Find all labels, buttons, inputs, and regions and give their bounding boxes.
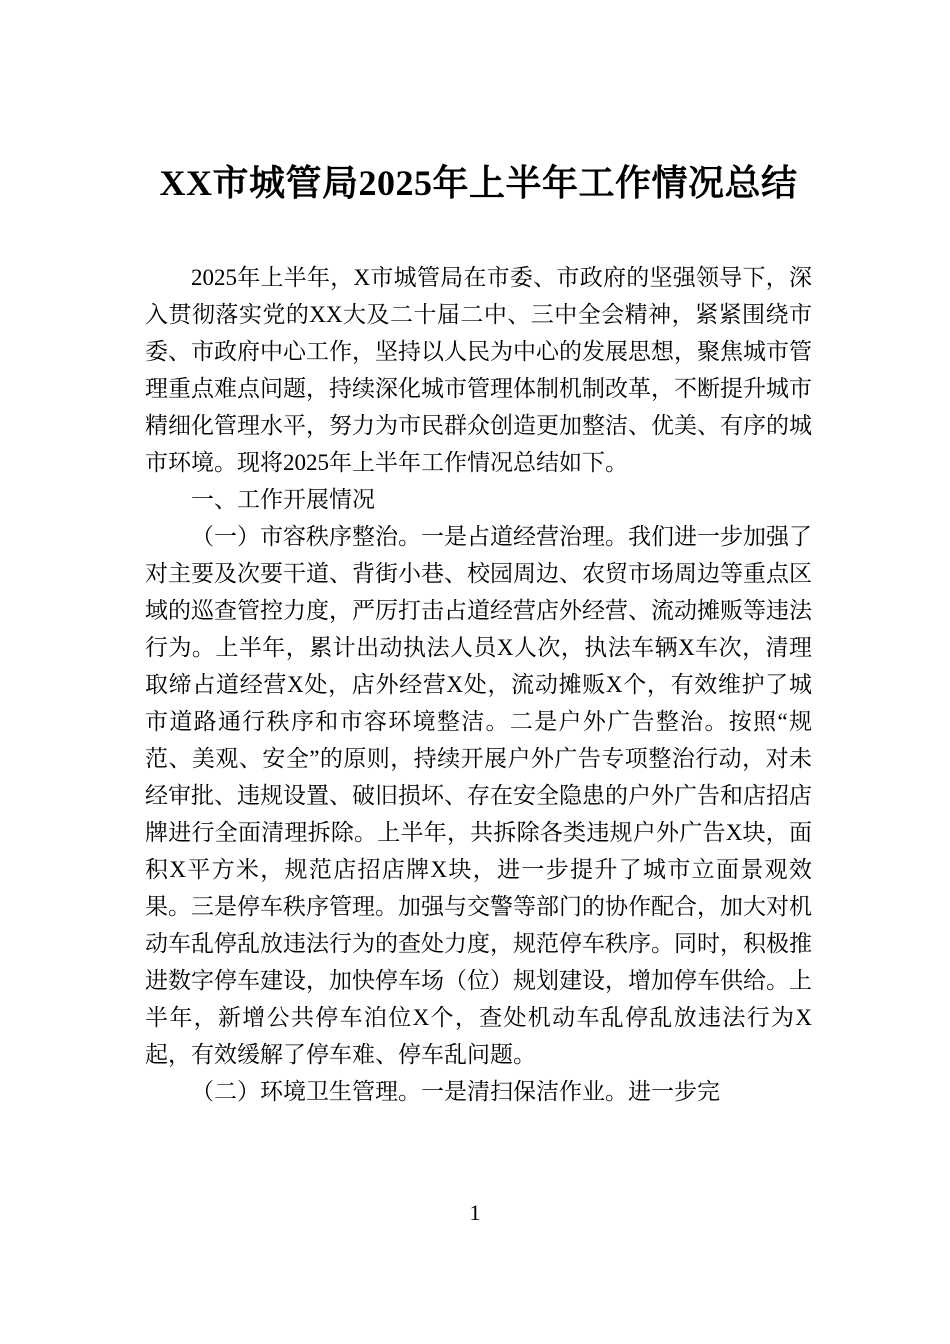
document-content	[145, 160, 812, 1110]
paragraph-intro: 2025年上半年，X市城管局在市委、市政府的坚强领导下，深入贯彻落实党的XX大及二十届二中、三中全会精神，紧紧围绕市委、市政府中心工作，坚持以人民为中心的发展思想，聚焦城市管理重点难点问题，持续深化城市管理体制机制改革，不断提升城市精细化管理水平，努力为市民群众创造更加整洁、优美、有序的城市环境。现将2025年上半年工作情况总结如下。	[145, 264, 812, 475]
page-number: 1	[469, 1200, 481, 1225]
document-title: XX市城管局2025年上半年工作情况总结	[159, 163, 798, 203]
paragraph-section-city-order: （一）市容秩序整治。一是占道经营治理。我们进一步加强了对主要及次要干道、背街小巷、校园周边、农贸市场周边等重点区域的巡查管控力度，严厉打击占道经营店外经营、流动摊贩等违法行为。上半年，累计出动执法人员X人次，执法车辆X车次，清理取缔占道经营X处，店外经营X处，流动摊贩X个，有效维护了城市道路通行秩序和市容环境整洁。二是户外广告整治。按照“规范、美观、安全”的原则，持续开展户外广告专项整治行动，对未经审批、违规设置、破旧损坏、存在安全隐患的户外广告和店招店牌进行全面清理拆除。上半年，共拆除各类违规户外广告X块，面积X平方米，规范店招店牌X块，进一步提升了城市立面景观效果。三是停车秩序管理。加强与交警等部门的协作配合，加大对机动车乱停乱放违法行为的查处力度，规范停车秩序。同时，积极推进数字停车建设，加快停车场（位）规划建设，增加停车供给。上半年，新增公共停车泊位X个，查处机动车乱停乱放违法行为X起，有效缓解了停车难、停车乱问题。	[145, 523, 812, 1067]
paragraph-section-sanitation: （二）环境卫生管理。一是清扫保洁作业。进一步完	[191, 1078, 720, 1104]
section-heading-work-progress: 一、工作开展情况	[191, 486, 375, 512]
